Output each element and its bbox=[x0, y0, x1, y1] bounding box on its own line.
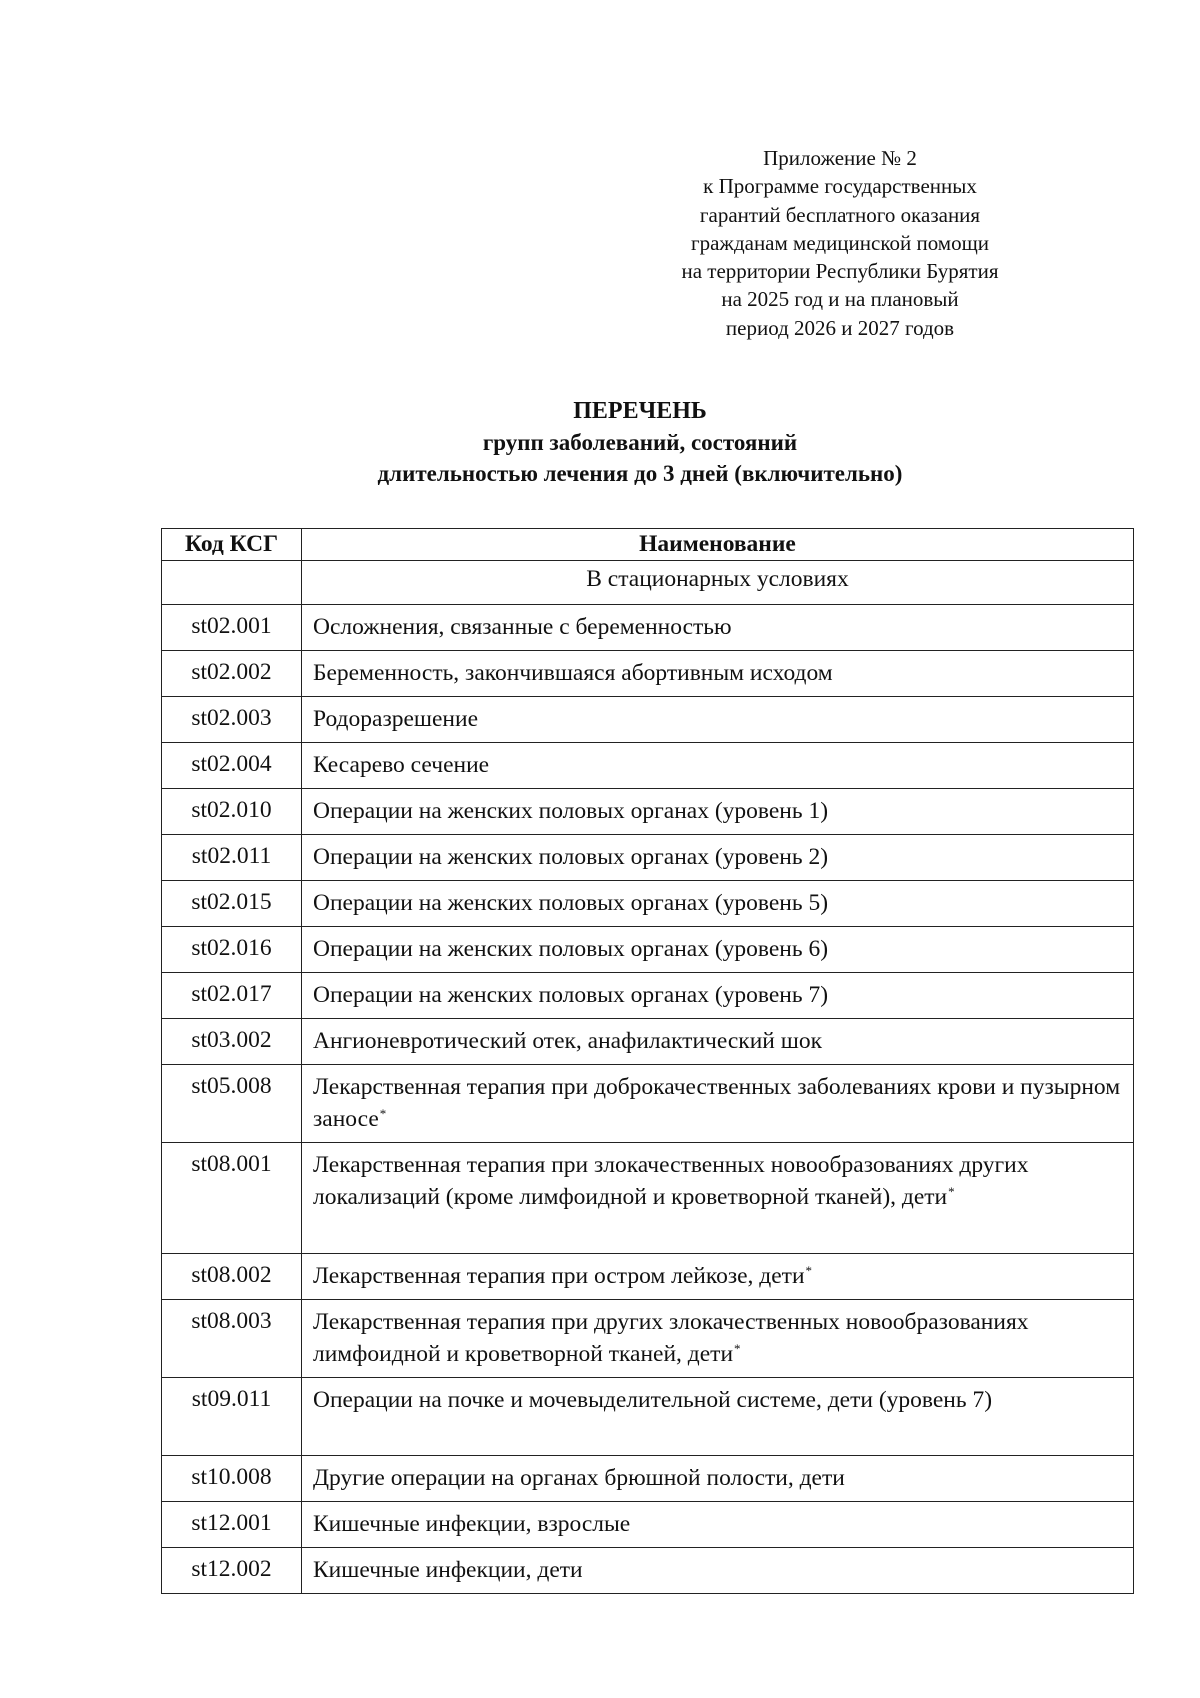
footnote-mark: * bbox=[948, 1184, 955, 1199]
table-row bbox=[162, 1019, 1134, 1065]
ksg-name-cell bbox=[302, 605, 1134, 651]
table-row bbox=[162, 973, 1134, 1019]
table-row bbox=[162, 1254, 1134, 1300]
ksg-code-cell: st02.002 bbox=[162, 651, 302, 697]
table-row bbox=[162, 1300, 1134, 1378]
ksg-name-text: Кесарево сечение bbox=[313, 752, 490, 778]
table-row bbox=[162, 1456, 1134, 1502]
footnote-mark: * bbox=[379, 1106, 387, 1121]
ksg-name-cell bbox=[302, 927, 1134, 973]
ksg-name-cell bbox=[302, 789, 1134, 835]
appendix-line: на территории Республики Бурятия bbox=[681, 259, 999, 284]
section-row bbox=[162, 561, 1134, 605]
ksg-name-cell bbox=[302, 1019, 1134, 1065]
ksg-name-cell bbox=[302, 697, 1134, 743]
ksg-name-text: Лекарственная терапия при других злокачественных новообразованиях лимфоидной и кроветворной тканей, дети bbox=[313, 1309, 1029, 1367]
ksg-name-cell bbox=[302, 651, 1134, 697]
appendix-line: Приложение № 2 bbox=[763, 146, 917, 170]
table-row bbox=[162, 1378, 1134, 1456]
ksg-name-text: Лекарственная терапия при злокачественных новообразованиях других локализаций (кроме лимфоидной и кроветворной тканей), дети bbox=[313, 1152, 1029, 1210]
ksg-name-cell bbox=[302, 1502, 1134, 1548]
table-row bbox=[162, 1548, 1134, 1594]
ksg-code-cell: st08.001 bbox=[162, 1143, 302, 1254]
ksg-name-cell bbox=[302, 973, 1134, 1019]
table-row bbox=[162, 743, 1134, 789]
table-row bbox=[162, 927, 1134, 973]
ksg-name-text: Операции на женских половых органах (уровень 2) bbox=[313, 844, 829, 870]
ksg-code-cell: st09.011 bbox=[162, 1378, 302, 1456]
ksg-code-cell: st12.001 bbox=[162, 1502, 302, 1548]
ksg-code-cell: st02.011 bbox=[162, 835, 302, 881]
footnote-mark: * bbox=[805, 1263, 813, 1278]
ksg-code-cell: st02.015 bbox=[162, 881, 302, 927]
appendix-header bbox=[600, 144, 1080, 342]
ksg-code-cell: st08.002 bbox=[162, 1254, 302, 1300]
ksg-name-text: Операции на женских половых органах (уровень 5) bbox=[313, 890, 829, 916]
ksg-name-text: Кишечные инфекции, взрослые bbox=[313, 1511, 631, 1537]
table-header-row bbox=[162, 529, 1134, 561]
header-code: Код КСГ bbox=[162, 529, 302, 561]
ksg-name-text: Операции на женских половых органах (уровень 6) bbox=[313, 936, 829, 962]
ksg-name-text: Ангионевротический отек, анафилактический шок bbox=[313, 1028, 822, 1054]
ksg-code-cell: st05.008 bbox=[162, 1065, 302, 1143]
ksg-name-cell bbox=[302, 881, 1134, 927]
table-row bbox=[162, 605, 1134, 651]
table-row bbox=[162, 789, 1134, 835]
ksg-name-cell bbox=[302, 1300, 1134, 1378]
ksg-name-cell bbox=[302, 1548, 1134, 1594]
section-code-cell bbox=[162, 561, 302, 605]
ksg-name-text: Лекарственная терапия при доброкачественных заболеваниях крови и пузырном заносе bbox=[313, 1074, 1121, 1132]
ksg-code-cell: st02.003 bbox=[162, 697, 302, 743]
document-title bbox=[160, 396, 1120, 489]
title-line: групп заболеваний, состояний bbox=[482, 430, 798, 455]
ksg-name-cell bbox=[302, 743, 1134, 789]
ksg-name-text: Родоразрешение bbox=[313, 706, 479, 732]
appendix-line: к Программе государственных bbox=[703, 174, 977, 199]
ksg-code-cell: st02.004 bbox=[162, 743, 302, 789]
ksg-name-text: Кишечные инфекции, дети bbox=[313, 1557, 583, 1583]
section-title: В стационарных условиях bbox=[302, 561, 1134, 605]
ksg-name-text: Операции на почке и мочевыделительной системе, дети (уровень 7) bbox=[313, 1387, 993, 1413]
appendix-line: период 2026 и 2027 годов bbox=[725, 315, 955, 340]
title-line: длительностью лечения до 3 дней (включительно) bbox=[377, 461, 903, 486]
appendix-line: гарантий бесплатного оказания bbox=[699, 202, 981, 227]
ksg-table bbox=[161, 528, 1134, 1594]
appendix-line: гражданам медицинской помощи bbox=[691, 230, 989, 255]
ksg-code-cell: st12.002 bbox=[162, 1548, 302, 1594]
ksg-code-cell: st02.010 bbox=[162, 789, 302, 835]
table-row bbox=[162, 1065, 1134, 1143]
ksg-name-cell bbox=[302, 1456, 1134, 1502]
ksg-name-cell bbox=[302, 1065, 1134, 1143]
ksg-code-cell: st10.008 bbox=[162, 1456, 302, 1502]
title-main: ПЕРЕЧЕНЬ bbox=[573, 398, 707, 424]
ksg-code-cell: st02.016 bbox=[162, 927, 302, 973]
appendix-line: на 2025 год и на плановый bbox=[721, 287, 959, 312]
table-body bbox=[162, 561, 1134, 1594]
ksg-code-cell: st02.017 bbox=[162, 973, 302, 1019]
ksg-name-cell bbox=[302, 835, 1134, 881]
ksg-name-text: Осложнения, связанные с беременностью bbox=[313, 614, 732, 640]
footnote-mark: * bbox=[734, 1341, 741, 1356]
table-row bbox=[162, 1502, 1134, 1548]
ksg-table-container bbox=[161, 528, 1134, 1594]
ksg-code-cell: st03.002 bbox=[162, 1019, 302, 1065]
ksg-name-cell bbox=[302, 1254, 1134, 1300]
ksg-name-text: Операции на женских половых органах (уровень 1) bbox=[313, 798, 829, 824]
table-row bbox=[162, 1143, 1134, 1254]
table-row bbox=[162, 835, 1134, 881]
ksg-name-text: Беременность, закончившаяся абортивным исходом bbox=[313, 660, 833, 686]
ksg-name-cell bbox=[302, 1378, 1134, 1456]
header-name: Наименование bbox=[302, 529, 1134, 561]
table-row bbox=[162, 651, 1134, 697]
ksg-code-cell: st08.003 bbox=[162, 1300, 302, 1378]
table-row bbox=[162, 881, 1134, 927]
ksg-name-text: Операции на женских половых органах (уровень 7) bbox=[313, 982, 829, 1008]
table-row bbox=[162, 697, 1134, 743]
ksg-name-cell bbox=[302, 1143, 1134, 1254]
ksg-name-text: Другие операции на органах брюшной полости, дети bbox=[313, 1465, 845, 1491]
ksg-code-cell: st02.001 bbox=[162, 605, 302, 651]
ksg-name-text: Лекарственная терапия при остром лейкозе, дети bbox=[313, 1263, 805, 1289]
